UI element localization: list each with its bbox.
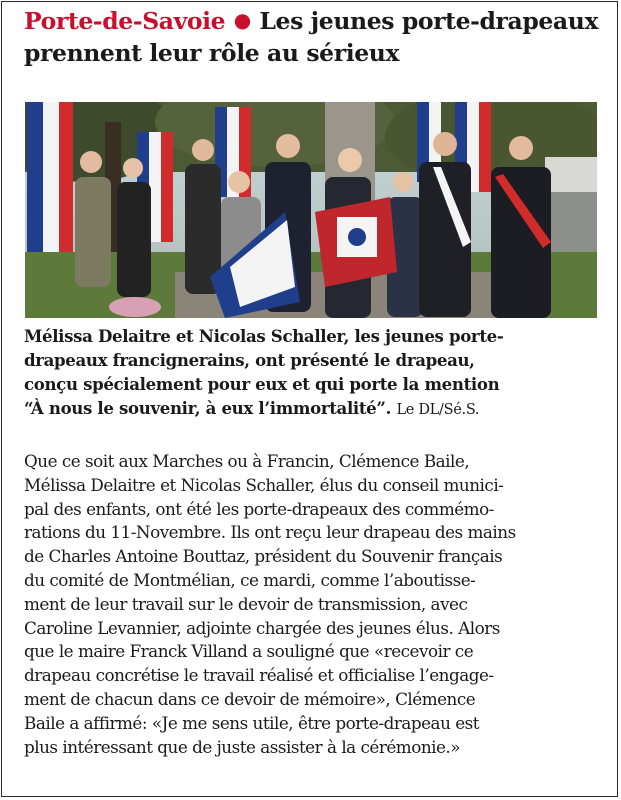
caption-line: Mélissa Delaitre et Nicolas Schaller, les jeunes porte- <box>24 326 504 346</box>
article-frame <box>1 1 618 797</box>
caption-line-last <box>24 396 604 422</box>
body-line: Mélissa Delaitre et Nicolas Schaller, élus du conseil munici- <box>24 474 504 495</box>
body-line: drapeau concrétise le travail réalisé et officialise l’engage- <box>24 665 494 686</box>
body-line: rations du 11-Novembre. Ils ont reçu leur drapeau des mains <box>24 522 516 543</box>
photo-credit: Le DL/Sé.S. <box>396 402 480 418</box>
body-line: de Charles Antoine Bouttaz, président du Souvenir français <box>24 546 503 567</box>
body-line: ment de leur travail sur le devoir de transmission, avec <box>24 593 468 614</box>
body-line: Baile a affirmé: «Je me sens utile, être porte-drapeau est <box>24 712 479 733</box>
body-line: ment de chacun dans ce devoir de mémoire», Clémence <box>24 688 476 709</box>
body-line: plus intéressant que de juste assister à la cérémonie.» <box>24 736 461 757</box>
caption-line-text: “À nous le souvenir, à eux l’immortalité”. <box>24 398 391 418</box>
title-line-1: Les jeunes porte-drapeaux <box>259 7 599 35</box>
kicker-label: Porte-de-Savoie <box>24 7 226 35</box>
body-line: Caroline Levannier, adjointe chargée des jeunes élus. Alors <box>24 617 500 638</box>
caption-line: drapeaux francignerains, ont présenté le drapeau, <box>24 350 475 370</box>
photo-caption <box>24 324 604 422</box>
body-line: pal des enfants, ont été les porte-drapeaux des commémo- <box>24 498 494 519</box>
body-line: que le maire Franck Villand a souligné que «recevoir ce <box>24 641 474 662</box>
headline <box>24 6 604 69</box>
caption-line: conçu spécialement pour eux et qui porte la mention <box>24 374 500 394</box>
bullet-dot-icon: ● <box>227 8 258 32</box>
title-line-2: prennent leur rôle au sérieux <box>24 39 400 67</box>
body-line: du comité de Montmélian, ce mardi, comme l’aboutisse- <box>24 569 476 590</box>
body-line: Que ce soit aux Marches ou à Francin, Clémence Baile, <box>24 451 470 471</box>
article-photo <box>25 102 597 318</box>
article-body <box>24 450 604 759</box>
